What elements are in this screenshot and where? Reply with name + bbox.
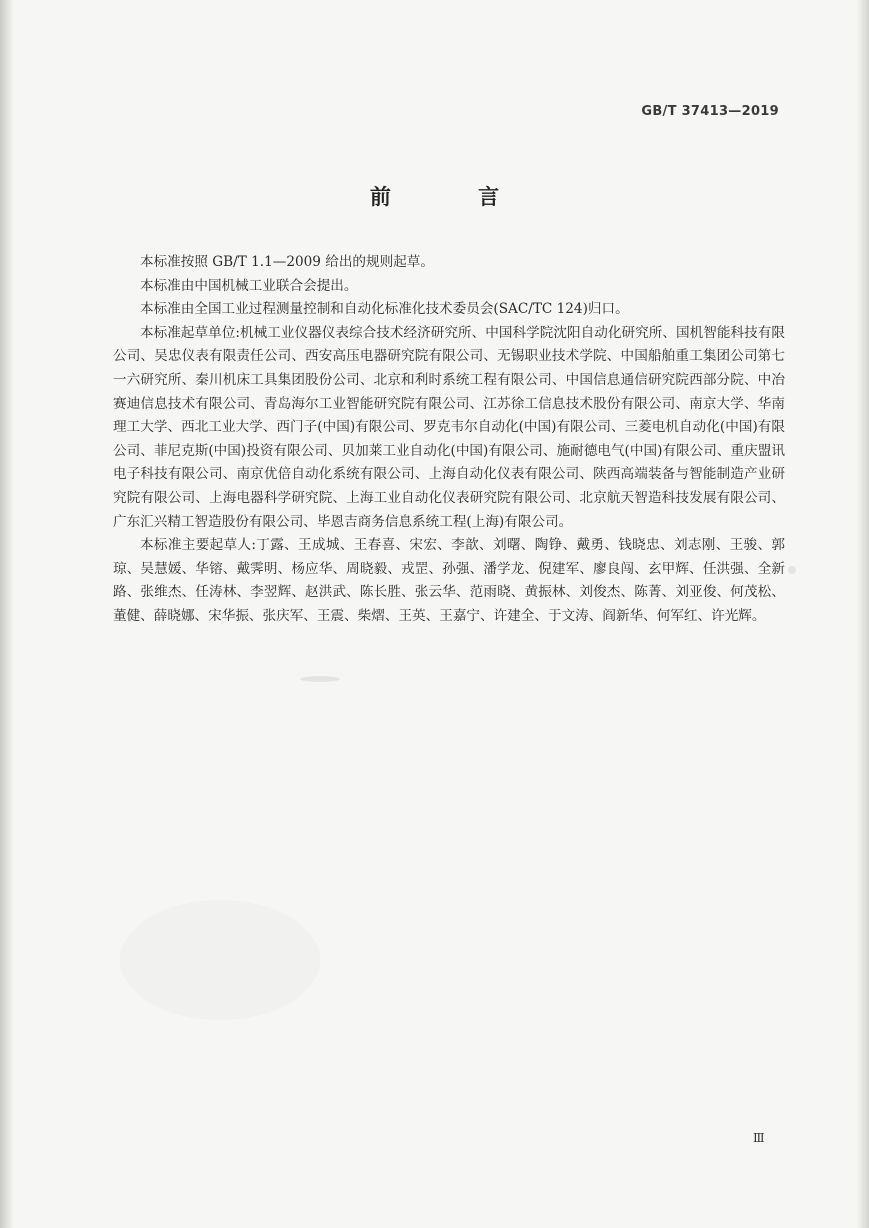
foreword-body (113, 251, 785, 629)
scan-speck (120, 900, 320, 1020)
paragraph-proposer: 本标准由中国机械工业联合会提出。 (140, 277, 358, 294)
scan-speck (788, 566, 796, 574)
scan-speck (300, 676, 340, 682)
page-title: 前 言 (369, 185, 540, 209)
standard-code: GB/T 37413—2019 (641, 104, 779, 119)
page-number: Ⅲ (753, 1131, 765, 1145)
paragraph-drafting-rules: 本标准按照 GB/T 1.1—2009 给出的规则起草。 (140, 254, 434, 270)
paragraph-drafting-units: 本标准起草单位:机械工业仪器仪表综合技术经济研究所、中国科学院沈阳自动化研究所、国机智能科技有限公司、吴忠仪表有限责任公司、西安高压电器研究院有限公司、无锡职业技术学院、中国船舶重工集团公司第七一六研究所、秦川机床工具集团股份公司、北京和利时系统工程有限公司、中国信息通信研究院西部分院、中冶赛迪信息技术有限公司、青岛海尔工业智能研究院有限公司、江苏徐工信息技术股份有限公司、南京大学、华南理工大学、西北工业大学、西门子(中国)有限公司、罗克韦尔自动化(中国)有限公司、三菱电机自动化(中国)有限公司、菲尼克斯(中国)投资有限公司、贝加莱工业自动化(中国)有限公司、施耐德电气(中国)有限公司、重庆盟讯电子科技有限公司、南京优倍自动化系统有限公司、上海自动化仪表有限公司、陕西高端装备与智能制造产业研究院有限公司、上海电器科学研究院、上海工业自动化仪表研究院有限公司、北京航天智造科技发展有限公司、广东汇兴精工智造股份有限公司、毕恩吉商务信息系统工程(上海)有限公司。 (113, 324, 785, 530)
paragraph-administrator: 本标准由全国工业过程测量控制和自动化标准化技术委员会(SAC/TC 124)归口。 (140, 301, 629, 318)
paragraph-main-drafters: 本标准主要起草人:丁露、王成城、王春喜、宋宏、李歆、刘曙、陶铮、戴勇、钱晓忠、刘志刚、王骏、郭琼、吴慧媛、华镕、戴霁明、杨应华、周晓毅、戎罡、孙强、潘学龙、倪建军、廖良闯、玄甲辉、任洪强、全新路、张维杰、任涛林、李翌辉、赵洪武、陈长胜、张云华、范雨晓、黄振林、刘俊杰、陈菁、刘亚俊、何茂松、董健、薛晓娜、宋华振、张庆军、王震、柴熠、王英、王嘉宁、许建全、于文涛、阎新华、何军红、许光辉。 (113, 537, 785, 624)
